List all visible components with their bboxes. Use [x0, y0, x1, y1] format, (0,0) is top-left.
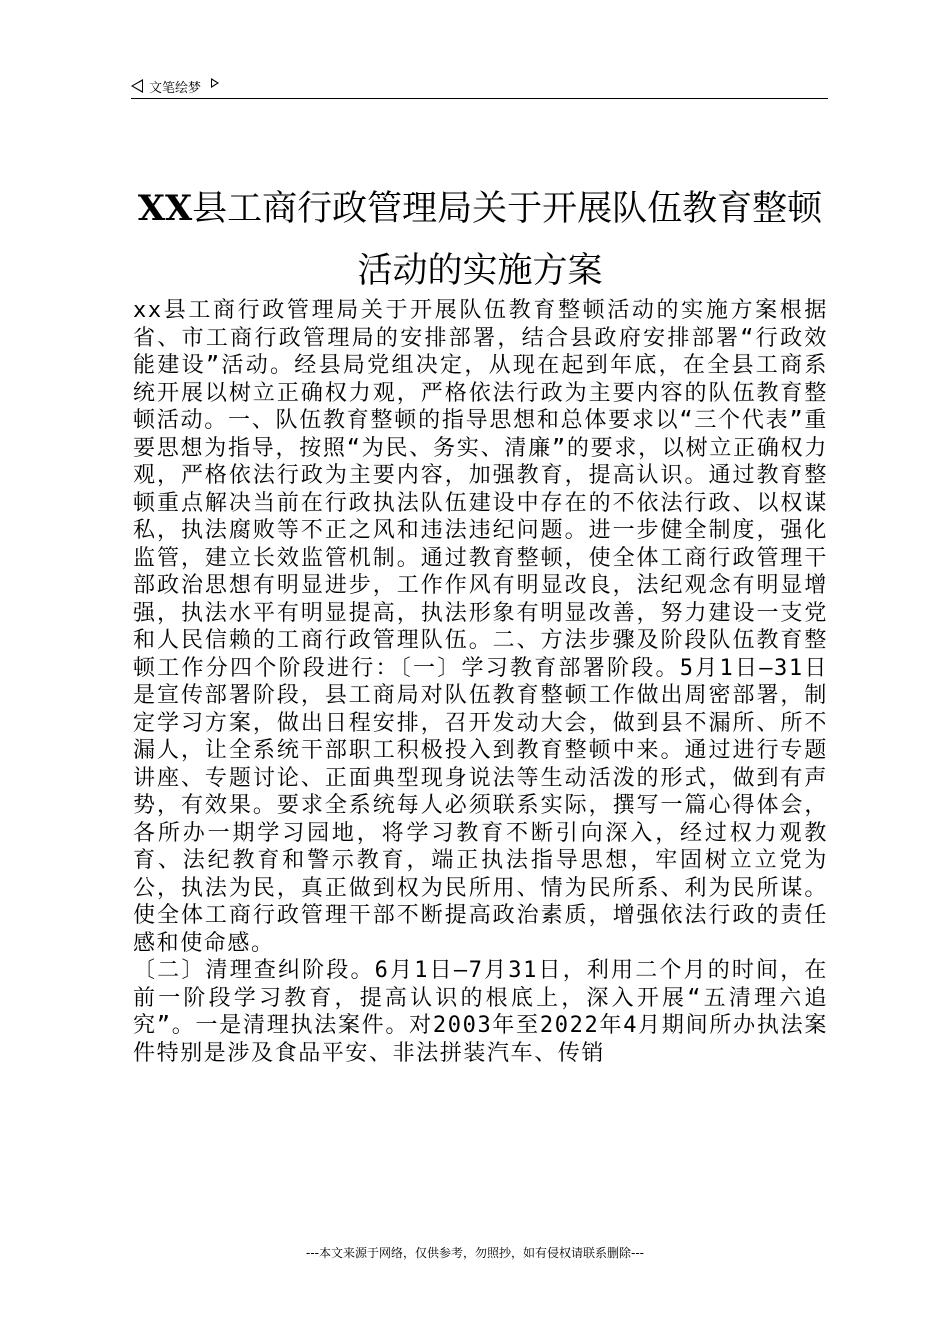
body-paragraph-2: 〔二〕清理查纠阶段。6月1日—7月31日，利用二个月的时间，在前一阶段学习教育，提高认识的根底上，深入开展“五清理六追究”。一是清理执法案件。对2003年至2022年4月期间所办执法案件特别是涉及食品平安、非法拼装汽车、传销 — [133, 958, 828, 1066]
triangle-left-icon — [131, 79, 143, 93]
header-brand: 文笔绘梦 — [149, 80, 202, 96]
title-line-1-text: 县工商行政管理局关于开展队伍教育整顿 — [192, 189, 823, 229]
title-bold-prefix: XX — [137, 188, 193, 229]
header-divider — [131, 98, 828, 99]
page-header — [131, 76, 219, 96]
document-body — [133, 297, 828, 1067]
triangle-right-icon — [211, 78, 219, 88]
title-line-1 — [120, 178, 840, 240]
title-line-2: 活动的实施方案 — [357, 251, 603, 291]
footer-notice: ---本文来源于网络，仅供参考，勿照抄，如有侵权请联系删除--- — [306, 1246, 644, 1260]
document-title — [120, 178, 840, 302]
body-paragraph-1: xx县工商行政管理局关于开展队伍教育整顿活动的实施方案根据省、市工商行政管理局的安排部署，结合县政府安排部署“行政效能建设”活动。经县局党组决定，从现在起到年底，在全县工商系统开展以树立正确权力观，严格依法行政为主要内容的队伍教育整顿活动。一、队伍教育整顿的指导思想和总体要求以“三个代表”重要思想为指导，按照“为民、务实、清廉”的要求，以树立正确权力观，严格依法行政为主要内容，加强教育，提高认识。通过教育整顿重点解决当前在行政执法队伍建设中存在的不依法行政、以权谋私，执法腐败等不正之风和违法违纪问题。进一步健全制度，强化监管，建立长效监管机制。通过教育整顿，使全体工商行政管理干部政治思想有明显进步，工作作风有明显改良，法纪观念有明显增强，执法水平有明显提高，执法形象有明显改善，努力建设一支党和人民信赖的工商行政管理队伍。二、方法步骤及阶段队伍教育整顿工作分四个阶段进行：〔一〕学习教育部署阶段。5月1日—31日是宣传部署阶段，县工商局对队伍教育整顿工作做出周密部署，制定学习方案，做出日程安排，召开发动大会，做到县不漏所、所不漏人，让全系统干部职工积极投入到教育整顿中来。通过进行专题讲座、专题讨论、正面典型现身说法等生动活泼的形式，做到有声势，有效果。要求全系统每人必须联系实际，撰写一篇心得体会，各所办一期学习园地，将学习教育不断引向深入，经过权力观教育、法纪教育和警示教育，端正执法指导思想，牢固树立立党为公，执法为民，真正做到权为民所用、情为民所系、利为民所谋。使全体工商行政管理干部不断提高政治素质，增强依法行政的责任感和使命感。 — [133, 298, 828, 956]
